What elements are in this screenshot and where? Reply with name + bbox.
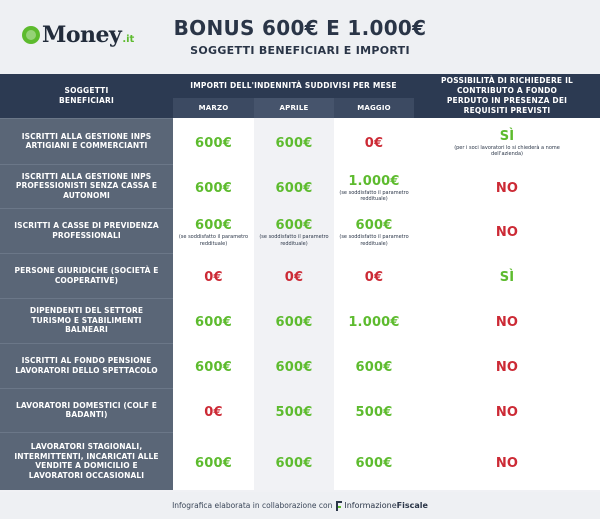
header-amounts: IMPORTI DELL'INDENNITÀ SUDDIVISI PER MESE: [173, 74, 414, 98]
footer-text: Infografica elaborata in collaborazione con: [172, 501, 333, 510]
cell-march: [173, 432, 254, 490]
table-row: [0, 343, 600, 388]
cell-possibility: [414, 253, 600, 298]
header-month-april: APRILE: [254, 98, 334, 118]
cell-april: [254, 164, 334, 208]
row-label: ISCRITTI ALLA GESTIONE INPS ARTIGIANI E COMMERCIANTI: [0, 118, 173, 164]
amount-value: 600€: [355, 218, 393, 233]
table-row: [0, 253, 600, 298]
possibility-value: NO: [495, 404, 519, 420]
amount-value: 600€: [275, 360, 313, 375]
cell-april: [254, 432, 334, 490]
bonus-table: [0, 74, 600, 490]
row-label: ISCRITTI AL FONDO PENSIONE LAVORATORI DELLO SPETTACOLO: [0, 343, 173, 388]
footer-brand-bold: Fiscale: [396, 501, 428, 510]
amount-value: 0€: [364, 270, 384, 285]
table-row: [0, 164, 600, 208]
cell-possibility: [414, 208, 600, 253]
row-label: LAVORATORI DOMESTICI (COLF E BADANTI): [0, 388, 173, 432]
cell-april: [254, 388, 334, 432]
footer-brand-thin: Informazione: [344, 501, 397, 510]
cell-april: [254, 118, 334, 164]
table-body: [0, 118, 600, 490]
amount-value: 600€: [195, 218, 232, 233]
amount-value: 600€: [355, 360, 393, 375]
cell-may: [334, 208, 414, 253]
amount-value: 600€: [195, 180, 232, 196]
table-row: [0, 388, 600, 432]
amount-value: 500€: [355, 404, 393, 420]
possibility-value: NO: [495, 315, 519, 330]
cell-possibility: [414, 164, 600, 208]
row-label: DIPENDENTI DEL SETTORE TURISMO E STABILIMENTI BALNEARI: [0, 298, 173, 343]
informazione-fiscale-icon: [336, 501, 342, 511]
amount-value: 600€: [195, 315, 232, 330]
amount-value: 600€: [275, 135, 313, 151]
amount-value: 600€: [275, 218, 313, 233]
cell-april: [254, 208, 334, 253]
header-month-may: MAGGIO: [334, 98, 414, 118]
cell-march: [173, 343, 254, 388]
cell-may: [334, 388, 414, 432]
header-subjects: SOGGETTI BENEFICIARI: [0, 74, 173, 118]
cell-april: [254, 298, 334, 343]
cell-may: [334, 432, 414, 490]
cell-march: [173, 118, 254, 164]
possibility-value: SÌ: [499, 270, 515, 285]
row-label: PERSONE GIURIDICHE (SOCIETÀ E COOPERATIVE): [0, 253, 173, 298]
footer: [0, 492, 600, 519]
possibility-value: SÌ: [499, 128, 515, 144]
cell-march: [173, 298, 254, 343]
logo-text: Money: [42, 22, 122, 48]
cell-march: [173, 388, 254, 432]
cell-may: [334, 298, 414, 343]
cell-march: [173, 253, 254, 298]
possibility-note: (per i soci lavoratori lo si chiederà a nome dell'azienda): [454, 144, 560, 157]
amount-value: 0€: [204, 270, 223, 285]
amount-value: 600€: [275, 315, 313, 330]
informazione-fiscale-logo[interactable]: [336, 501, 428, 511]
cell-march: [173, 164, 254, 208]
amount-value: 0€: [284, 270, 304, 285]
header-month-march: MARZO: [173, 98, 254, 118]
cell-may: [334, 253, 414, 298]
cell-may: [334, 118, 414, 164]
possibility-value: NO: [495, 180, 519, 196]
amount-note: (se soddisfatto il parametro reddituale): [178, 234, 249, 247]
amount-value: 1.000€: [348, 173, 400, 189]
cell-possibility: [414, 118, 600, 164]
page-title: BONUS 600€ E 1.000€: [173, 16, 427, 40]
cell-possibility: [414, 298, 600, 343]
possibility-value: NO: [495, 225, 519, 240]
cell-april: [254, 253, 334, 298]
table-row: [0, 208, 600, 253]
table-row: [0, 298, 600, 343]
amount-value: 500€: [275, 404, 313, 420]
amount-note: (se soddisfatto il parametro reddituale): [259, 234, 329, 247]
row-label: ISCRITTI A CASSE DI PREVIDENZA PROFESSIONALI: [0, 208, 173, 253]
cell-may: [334, 343, 414, 388]
cell-possibility: [414, 388, 600, 432]
cell-april: [254, 343, 334, 388]
cell-may: [334, 164, 414, 208]
cell-march: [173, 208, 254, 253]
logo-tld: .it: [122, 33, 135, 45]
amount-value: 600€: [355, 455, 393, 471]
amount-note: (se soddisfatto il parametro reddituale): [339, 189, 409, 202]
possibility-value: NO: [495, 455, 519, 471]
header: [0, 0, 600, 74]
amount-value: 0€: [204, 404, 223, 420]
header-possibility: POSSIBILITÀ DI RICHIEDERE IL CONTRIBUTO A FONDO PERDUTO IN PRESENZA DEI REQUISITI PREVISTI: [414, 74, 600, 118]
table-row: [0, 432, 600, 490]
cell-possibility: [414, 343, 600, 388]
row-label: LAVORATORI STAGIONALI, INTERMITTENTI, INCARICATI ALLE VENDITE A DOMICILIO E LAVORATORI OCCASIONALI: [0, 432, 173, 490]
amount-value: 600€: [195, 135, 232, 151]
row-label: ISCRITTI ALLA GESTIONE INPS PROFESSIONISTI SENZA CASSA E AUTONOMI: [0, 164, 173, 208]
amount-value: 600€: [275, 455, 313, 471]
amount-value: 0€: [364, 135, 384, 151]
amount-value: 1.000€: [348, 315, 400, 330]
possibility-value: NO: [495, 360, 519, 375]
cell-possibility: [414, 432, 600, 490]
amount-value: 600€: [195, 360, 232, 375]
amount-note: (se soddisfatto il parametro reddituale): [339, 234, 409, 247]
table-row: [0, 118, 600, 164]
amount-value: 600€: [275, 180, 313, 196]
page-subtitle: SOGGETTI BENEFICIARI E IMPORTI: [190, 44, 410, 57]
amount-value: 600€: [195, 455, 232, 471]
